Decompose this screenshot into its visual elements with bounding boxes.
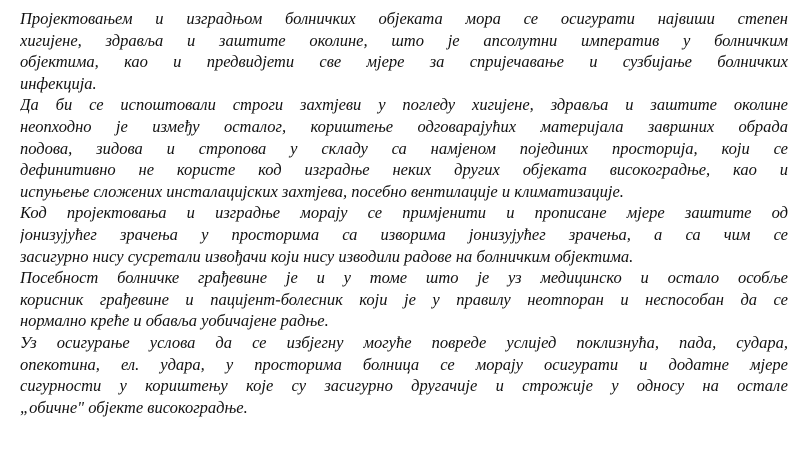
paragraph-5 (20, 332, 788, 418)
text-line: јонизујућег зрачења у просторима са изворима јонизујућег зрачења, а са чим се (20, 224, 788, 244)
text-line: хигијене, здравља и заштите околине, што је апсолутни императив у болничким (20, 30, 788, 50)
text-line: Уз осигурање услова да се избјегну могуће повреде услијед поклизнућа, пада, судара, (20, 332, 788, 352)
text-line: Пројектовањем и изградњом болничких објеката мора се осигурати највиши степен (20, 9, 788, 28)
paragraph-2 (20, 94, 788, 202)
text-line: опекотина, ел. удара, у просторима болница се морају осигурати и додатне мјере (20, 354, 788, 374)
text-line: „обичне" објекте високоградње. (20, 397, 248, 417)
paragraph-4 (20, 267, 788, 332)
text-line: засигурно нису сусретали извођачи који нису изводили радове на болничким објектима. (20, 246, 634, 266)
text-line: дефинитивно не користе код изградње неких других објеката високоградње, као и (20, 160, 788, 180)
text-line: корисник грађевине и пацијент-болесник који је у правилу неотпоран и неспособан да се (20, 289, 788, 309)
text-line: подова, зидова и стропова у складу са намјеном појединих просторија, који се (20, 138, 788, 158)
text-line: испуњење сложених инсталацијских захтјева, посебно вентилације и климатизације. (20, 181, 624, 201)
text-line: неопходно је између осталог, кориштење одговарајућих материјала завршних обрада (20, 116, 788, 136)
paragraph-1 (20, 8, 788, 94)
text-line: сигурности у кориштењу које су засигурно другачије и строжије у односу на остале (20, 376, 788, 396)
paragraph-3 (20, 202, 788, 267)
text-line: нормално креће и обавља уобичајене радње. (20, 311, 329, 331)
text-line: Посебност болничке грађевине је и у томе што је уз медицинско и остало особље (20, 268, 788, 288)
text-line: Да би се испоштовали строги захтјеви у погледу хигијене, здравља и заштите околине (20, 95, 788, 115)
text-line: инфекција. (20, 73, 97, 93)
text-line: Код пројектовања и изградње морају се примјенити и прописане мјере заштите од (20, 203, 788, 223)
text-line: објектима, као и предвидјети све мјере за спријечавање и сузбијање болничких (20, 52, 788, 72)
